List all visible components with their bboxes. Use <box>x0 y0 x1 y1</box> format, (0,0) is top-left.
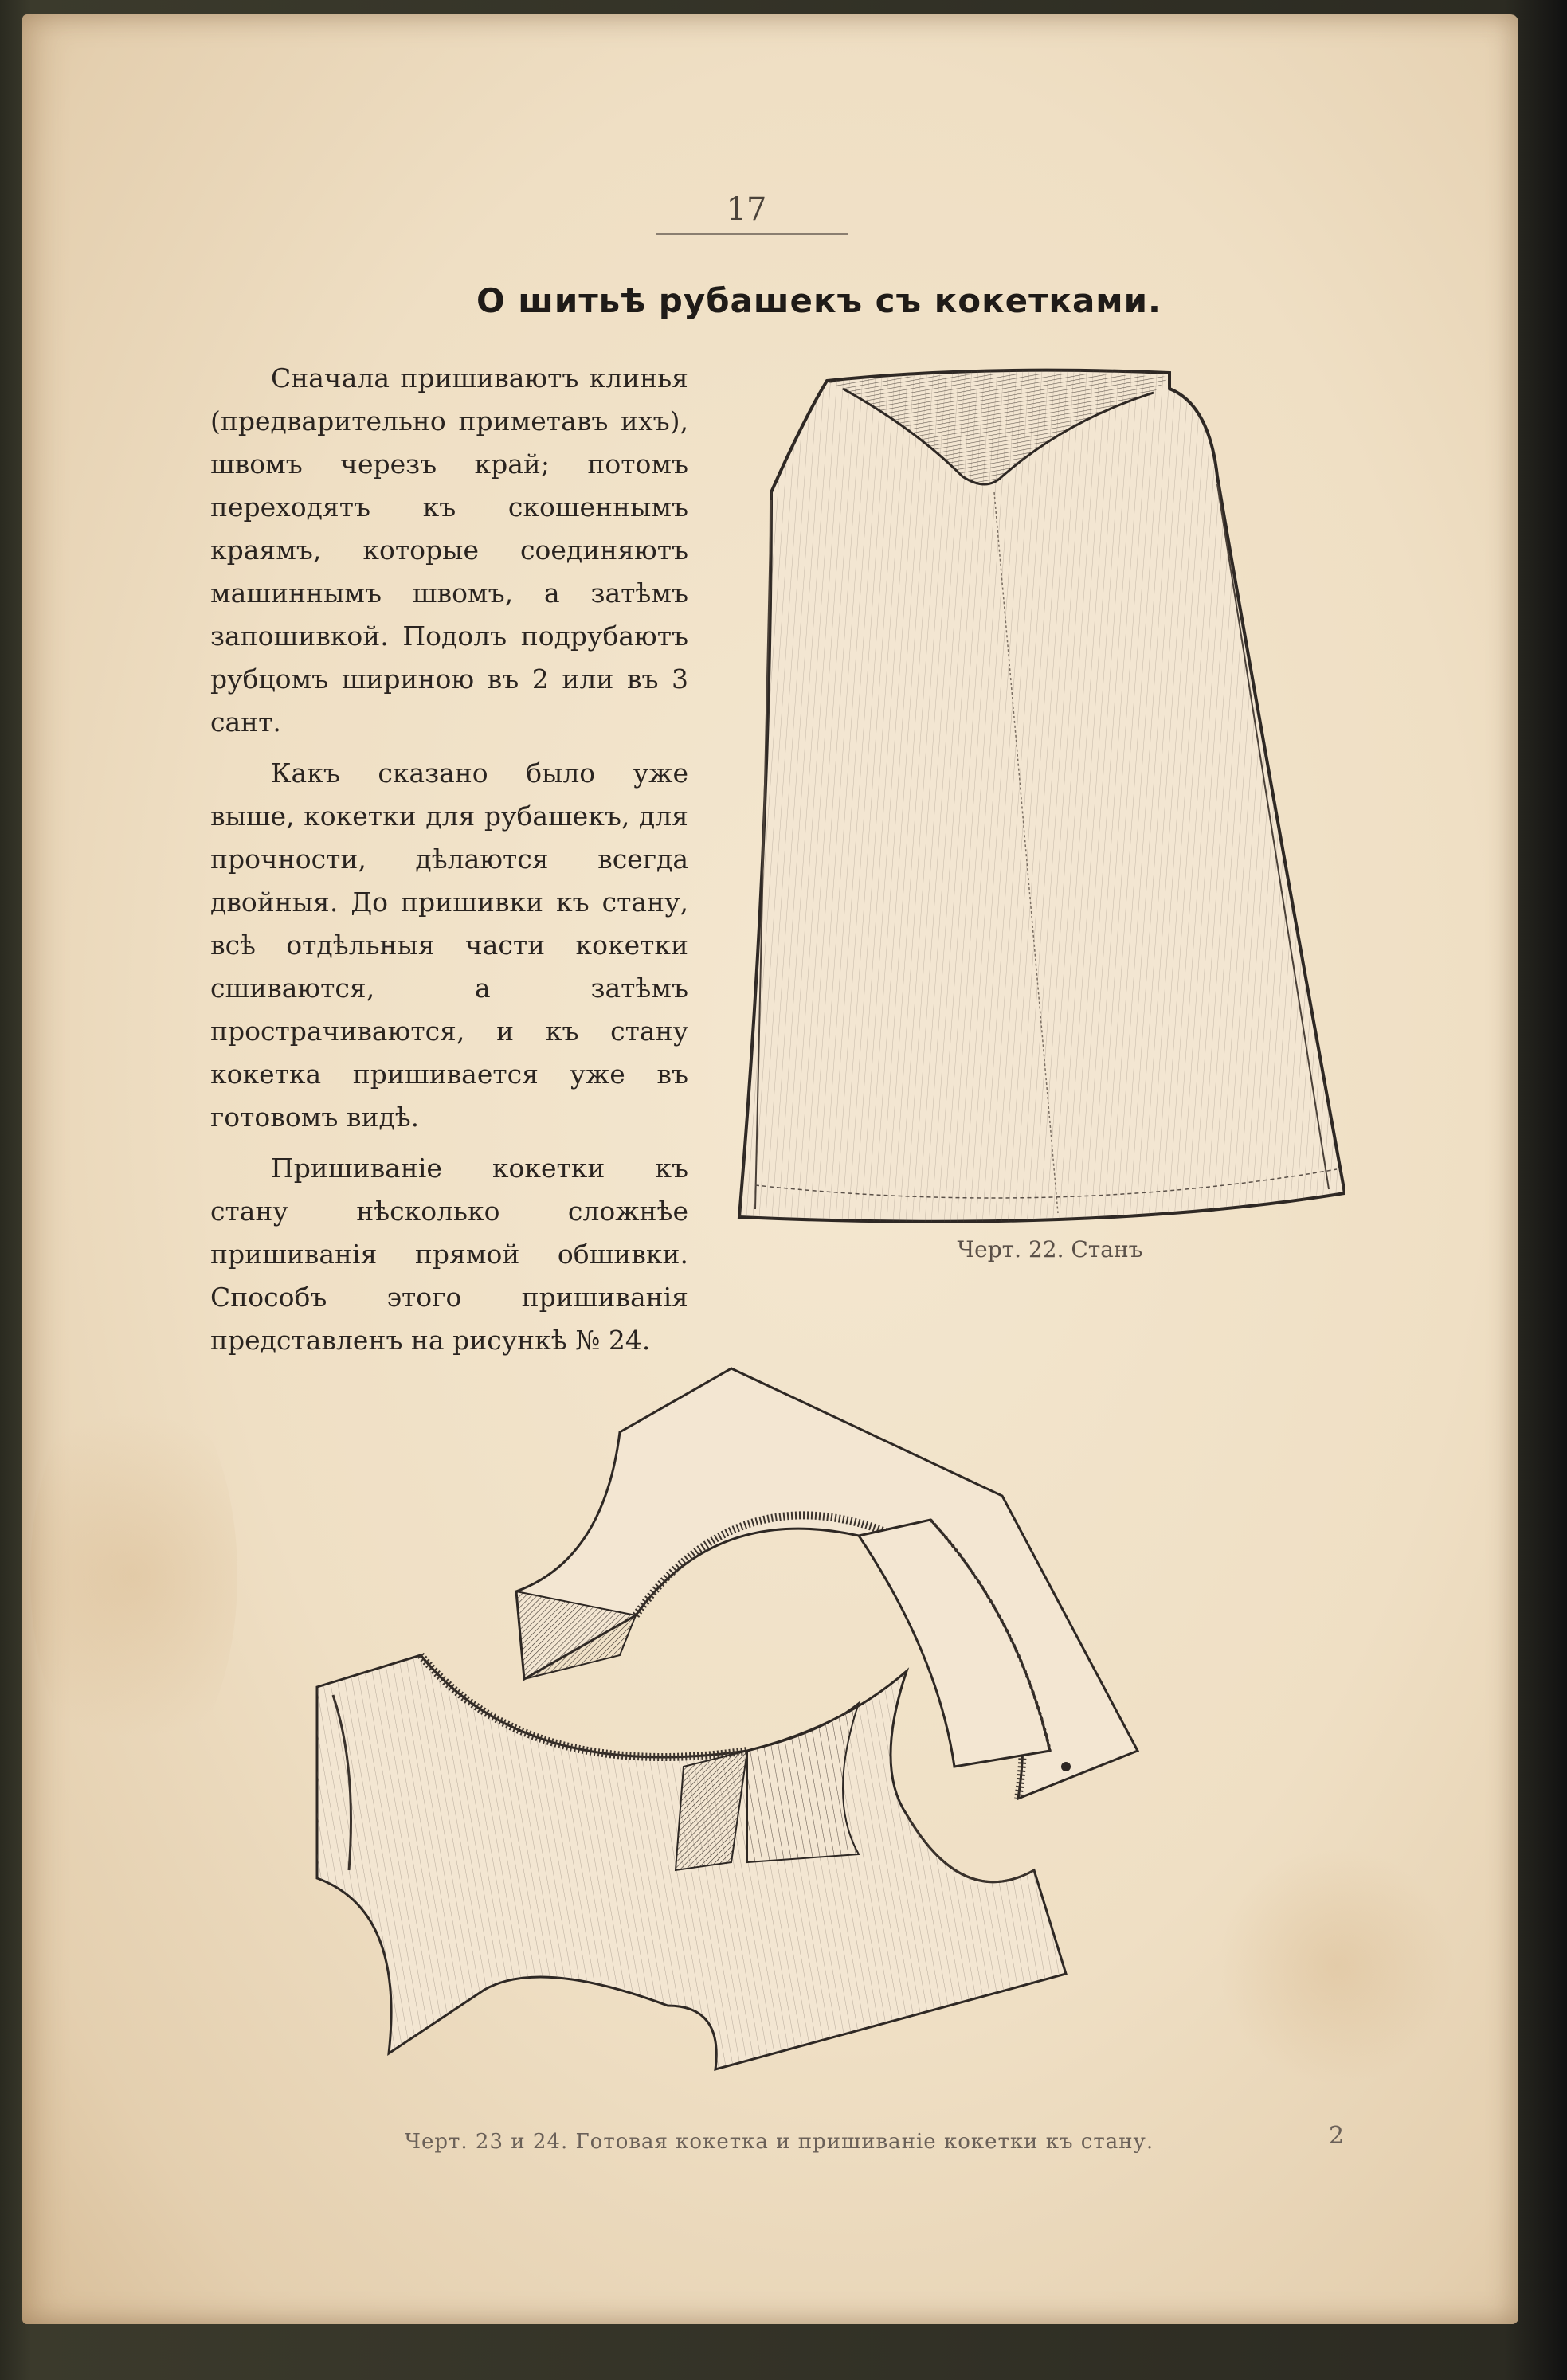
paper-stain <box>30 1368 237 1783</box>
figure-22-shirt-body <box>723 357 1345 1249</box>
figure-23-24-yoke-attachment <box>301 1352 1257 2117</box>
paragraph-2: Какъ сказано было уже выше, кокетки для рубашекъ, для прочности, дѣлаются всегда двойныя. До пришивки къ стану, всѣ отдѣльныя части кокетки сшиваются, а затѣмъ прострачиваются, и къ стану кокетка пришивается уже въ готовомъ видѣ. <box>210 757 688 1133</box>
page-number: 17 <box>726 191 767 228</box>
printer-signature-mark: 2 <box>1329 2122 1345 2150</box>
section-title: О шитьѣ рубашекъ съ кокетками. <box>476 281 1162 320</box>
figure-22-caption: Черт. 22. Станъ <box>957 1236 1143 1262</box>
paragraph-3: Пришиванiе кокетки къ стану нѣсколько сложнѣе пришиванiя прямой обшивки. Способъ этого пришиванiя представленъ на рисункѣ № 24. <box>210 1153 688 1356</box>
page-number-rule <box>656 233 848 235</box>
figure-23-24-caption: Черт. 23 и 24. Готовая кокетка и пришиванiе кокетки къ стану. <box>404 2130 1154 2154</box>
book-page <box>22 14 1518 2324</box>
paragraph-1: Сначала пришиваютъ клинья (предварительно приметавъ ихъ), швомъ черезъ край; потомъ переходятъ къ скошеннымъ краямъ, которые соединяютъ машиннымъ швомъ, а затѣмъ запошивкой. Подолъ подрубаютъ рубцомъ шириною въ 2 или въ 3 сант. <box>210 362 688 738</box>
body-text <box>210 357 688 1370</box>
